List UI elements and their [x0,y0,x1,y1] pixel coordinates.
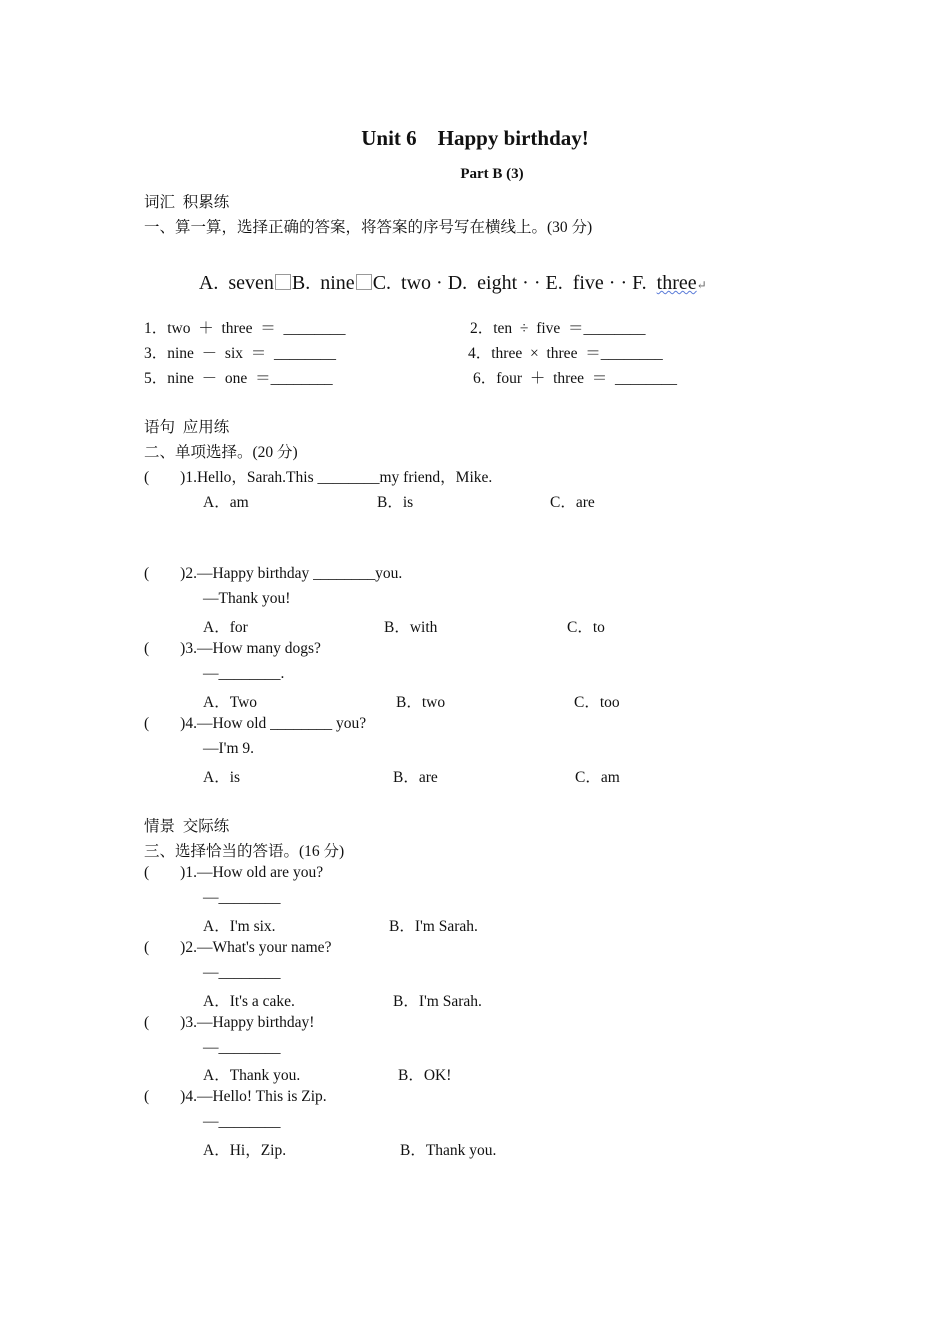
reply-q1-option-a: A．I'm six. [203,918,276,935]
section3-tag: 情景 交际练 [144,818,230,835]
mc-q2-line2: —Thank you! [203,590,291,607]
section2-tag: 语句 应用练 [144,419,230,436]
mc-q1-option-b: B．is [377,494,414,511]
calc-q5: 5．nine － one ＝________ [144,370,333,387]
calc-q1: 1．two ＋ three ＝ ________ [144,320,346,337]
reply-q3-option-a: A．Thank you. [203,1067,301,1084]
calc-q2: 2．ten ÷ five ＝________ [470,320,646,337]
mc-q3-option-a: A．Two [203,694,258,711]
box-icon [356,274,372,290]
reply-q1-stem: ( )1.—How old are you? [144,864,324,881]
section2-heading: 二、单项选择。(20 分) [144,444,298,461]
mc-q1-stem: ( )1.Hello，Sarah.This ________my friend，Mike. [144,469,493,486]
mc-q4-stem: ( )4.—How old ________ you? [144,715,367,732]
option-f: F. three [632,272,697,294]
section1-heading: 一、算一算，选择正确的答案，将答案的序号写在横线上。(30 分) [144,219,593,236]
calc-q3: 3．nine － six ＝ ________ [144,345,337,362]
mc-q4-option-b: B．are [393,769,438,786]
calc-q4: 4．three × three ＝________ [468,345,663,362]
mc-q2-option-b: B．with [384,619,438,636]
mc-q3-option-b: B．two [396,694,446,711]
reply-q4-line2: —________ [203,1113,281,1130]
mc-q1-option-a: A．am [203,494,249,511]
reply-q1-line2: —________ [203,889,281,906]
reply-q3-line2: —________ [203,1039,281,1056]
section1-tag: 词汇 积累练 [144,194,230,211]
reply-q4-option-b: B．Thank you. [400,1142,497,1159]
option-e: E. five [545,272,604,294]
return-mark-icon: ↵ [696,278,707,292]
mc-q2-stem: ( )2.—Happy birthday ________you. [144,565,403,582]
option-d: D. eight [447,272,518,294]
mc-q3-line2: —________. [203,665,285,682]
reply-q1-option-b: B．I'm Sarah. [389,918,478,935]
reply-q4-stem: ( )4.—Hello! This is Zip. [144,1088,327,1105]
section3-heading: 三、选择恰当的答语。(16 分) [144,843,345,860]
reply-q2-option-a: A．It's a cake. [203,993,295,1010]
mc-q2-option-c: C．to [567,619,605,636]
mc-q4-option-a: A．is [203,769,241,786]
page-subtitle: Part B (3) [460,166,524,182]
box-icon [275,274,291,290]
mc-q3-option-c: C．too [574,694,620,711]
reply-q2-option-b: B．I'm Sarah. [393,993,482,1010]
mc-q4-line2: —I'm 9. [203,740,255,757]
option-b: B. nine [291,272,355,294]
reply-q2-stem: ( )2.—What's your name? [144,939,332,956]
mc-q1-option-c: C．are [550,494,595,511]
mc-q2-option-a: A．for [203,619,248,636]
answer-options: A. seven B. nine C. two · D. eight · · E. five · · F. three↵ [198,272,707,294]
reply-q2-line2: —________ [203,964,281,981]
mc-q4-option-c: C．am [575,769,620,786]
calc-q6: 6．four ＋ three ＝ ________ [473,370,678,387]
reply-q3-option-b: B．OK! [398,1067,452,1084]
reply-q3-stem: ( )3.—Happy birthday! [144,1014,315,1031]
page-title: Unit 6 Happy birthday! [361,126,589,150]
option-a: A. seven [198,272,274,294]
reply-q4-option-a: A．Hi，Zip. [203,1142,287,1159]
option-c: C. two [372,272,432,294]
mc-q3-stem: ( )3.—How many dogs? [144,640,321,657]
